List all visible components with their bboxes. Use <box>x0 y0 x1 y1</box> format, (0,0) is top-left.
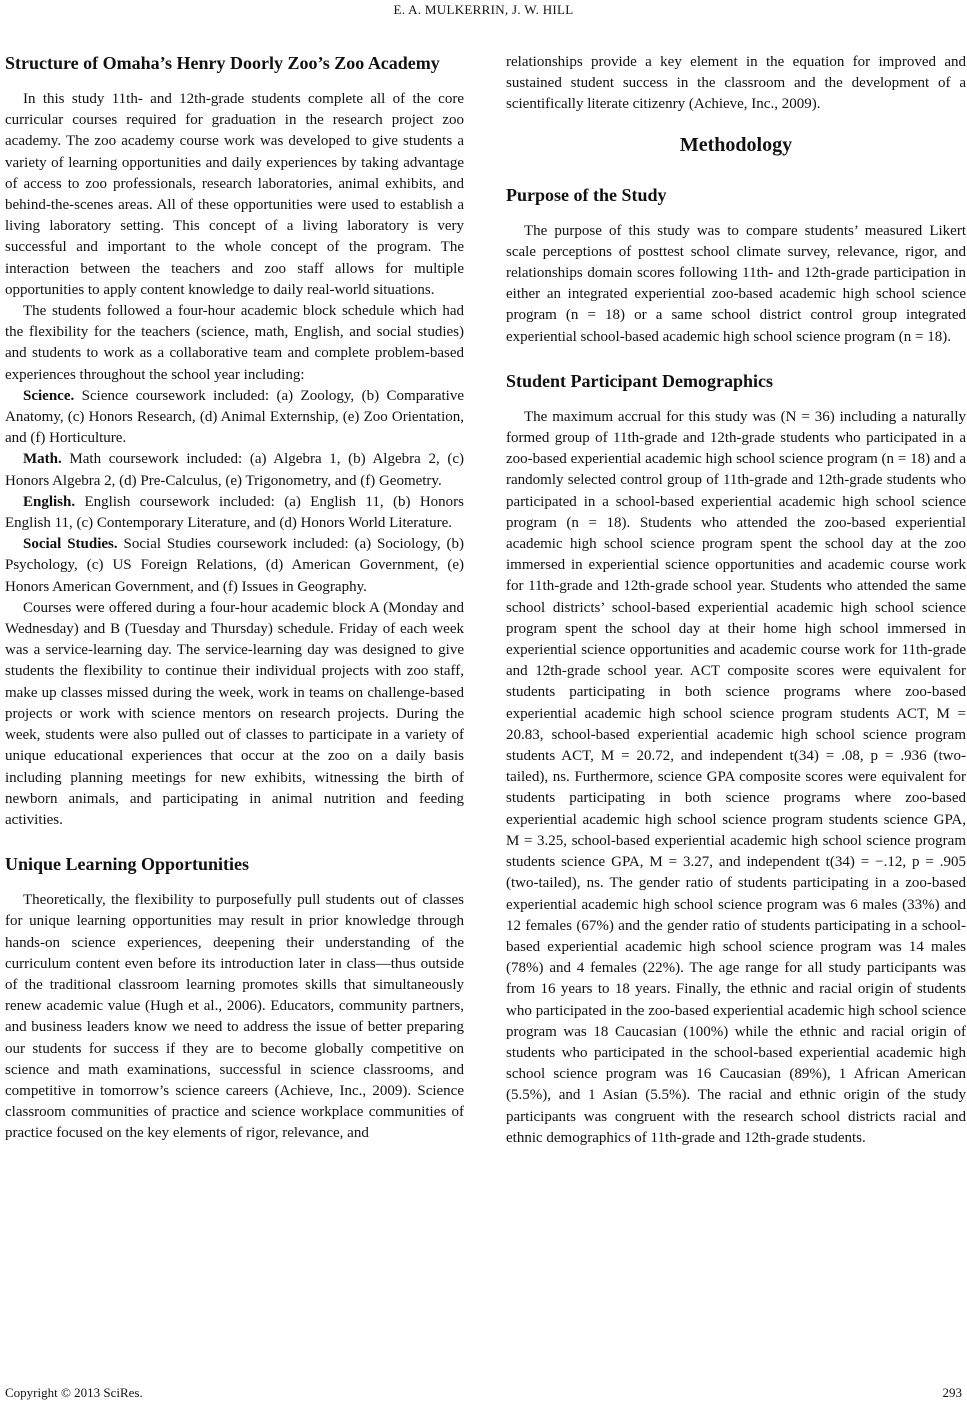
heading-unique-learning: Unique Learning Opportunities <box>5 854 250 875</box>
heading-zoo-academy-structure: Structure of Omaha’s Henry Doorly Zoo’s Zoo Academy <box>5 53 440 73</box>
label-social-studies: Social Studies. <box>23 536 118 553</box>
heading-purpose: Purpose of the Study <box>506 184 667 205</box>
label-math: Math. <box>23 451 62 468</box>
paragraph-unique-learning: Theoretically, the flexibility to purposefully pull students out of classes for unique learning opportunities may result in prior knowledge through hands-on science experiences, deepening their understanding of the curriculum content even before its introduction later in class—thus outside of the traditional classroom learning promotes skills that simultaneously renew academic value (Hugh et al., 2006). Educators, community partners, and business leaders know we need to address the issue of better preparing our students for success if they are to become globally competitive on science and math examinations, successful in science classrooms, and competitive in tomorrow’s science careers (Achieve, Inc., 2009). Science classroom communities of practice and science workplace communities of practice focused on the key elements of rigor, relevance, and <box>5 892 464 1142</box>
label-science: Science. <box>23 387 75 404</box>
heading-demographics: Student Participant Demographics <box>506 370 773 391</box>
footer-copyright: Copyright © 2013 SciRes. <box>5 1385 143 1400</box>
paragraph-demographics: The maximum accrual for this study was (N = 36) including a naturally formed group of 11th-grade and 12th-grade students who participated in a zoo-based experiential academic high school science program (n = 18) and a randomly selected control group of 11th-grade and 12th-grade students who participated in a school-based experiential academic high school science program (n = 18). Students who attended the zoo-based experiential academic high school science program spent the school day at the zoo immersed in experiential science opportunities and academic course work for 11th-grade and 12th-grade school year. Students who attended the same school districts’ school-based experiential academic high school science program spent the school day at their home high school immersed in experiential science opportunities and academic course work for 11th-grade and 12th-grade school year. ACT composite scores were equivalent for students participating in both science programs where zoo-based experiential academic high school science program students ACT, M = 20.83, school-based experiential academic high school science program students ACT, M = 20.72, and independent t(34) = .08, p = .936 (two-tailed), ns. Furthermore, science GPA composite scores were equivalent for students participating in both science programs where zoo-based experiential academic high school science program students science GPA, M = 3.25, school-based experiential academic high school science program students science GPA, M = 3.27, and independent t(34) = −.12, p = .905 (two-tailed), ns. The gender ratio of students participating in a zoo-based experiential academic high school science program was 6 males (33%) and 12 females (67%) and the gender ratio of students participating in a school-based experiential academic high school science program was 14 males (78%) and 4 females (22%). The age range for all study participants was from 16 years to 18 years. Finally, the ethnic and racial origin of students who participated in the zoo-based experiential academic high school science program was 18 Caucasian (100%) while the ethnic and racial origin of students who participated in the school-based experiential academic high school science program was 16 Caucasian (89%), 1 African American (5.5%), and 1 Asian (5.5%). The racial and ethnic origin of the study participants was congruent with the research school districts racial and ethnic demographics of 11th-grade and 12th-grade students. <box>506 408 966 1146</box>
paragraph-block-schedule: The students followed a four-hour academic block schedule which had the flexibility for the teachers (science, math, English, and social studies) and students to work as a collaborative team and complete problem-based experiences throughout the school year including: <box>5 303 464 383</box>
paragraph-english-coursework <box>5 492 464 534</box>
label-english: English. <box>23 493 76 510</box>
paragraph-purpose: The purpose of this study was to compare students’ measured Likert scale perceptions of posttest school climate survey, relevance, rigor, and relationships domain scores following 11th- and 12th-grade participation in either an integrated experiential zoo-based academic high school science program (n = 18) or a same school district control group integrated experiential school-based academic high school science program (n = 18). <box>506 222 966 345</box>
right-column <box>506 52 966 1149</box>
text-math: Math coursework included: (a) Algebra 1, (b) Algebra 2, (c) Honors Algebra 2, (d) Pre-Calculus, (e) Trigonometry, and (f) Geometry. <box>5 451 464 489</box>
paragraph-science-coursework <box>5 386 464 450</box>
text-english: English coursework included: (a) English 11, (b) Honors English 11, (c) Contemporary Literature, and (d) Honors World Literature. <box>5 493 464 532</box>
left-column <box>5 52 464 1145</box>
footer-page-number: 293 <box>942 1385 962 1400</box>
text-social-studies: Social Studies coursework included: (a) Sociology, (b) Psychology, (c) US Foreign Relations, (d) American Government, (e) Honors American Government, and (f) Issues in Geography. <box>5 536 464 595</box>
running-head: E. A. MULKERRIN, J. W. HILL <box>393 2 574 17</box>
text-science: Science coursework included: (a) Zoology, (b) Comparative Anatomy, (c) Honors Research, (d) Animal Externship, (e) Zoo Orientation, and (f) Horticulture. <box>5 387 464 447</box>
paragraph-continued: relationships provide a key element in the equation for improved and sustained student success in the classroom and the development of a scientifically literate citizenry (Achieve, Inc., 2009). <box>506 54 966 113</box>
paragraph-social-studies-coursework <box>5 534 464 598</box>
paragraph-course-schedule: Courses were offered during a four-hour academic block A (Monday and Wednesday) and B (Tuesday and Thursday) schedule. Friday of each week was a service-learning day. The service-learning day was designed to give students the flexibility to continue their individual projects with zoo staff, make up classes missed during the week, work in teams on challenge-based projects or work with science mentors on research projects. During the week, students were also pulled out of classes to participate in a variety of unique educational experiences that occur at the zoo on a daily basis including planning meetings for new exhibits, witnessing the birth of newborn animals, and participating in animal nutrition and feeding activities. <box>5 599 464 828</box>
paragraph-zoo-academy-intro: In this study 11th- and 12th-grade students complete all of the core curricular courses required for graduation in the research project zoo academy. The zoo academy course work was developed to give students a variety of learning opportunities and daily experiences by taking advantage of access to zoo professionals, research laboratories, animal exhibits, and behind-the-scenes areas. All of these opportunities were used to establish a living laboratory setting. This concept of a living laboratory is very successful and important to the whole concept of the program. The interaction between the teachers and zoo staff allows for multiple opportunities to apply content knowledge to daily real-world situations. <box>5 91 464 298</box>
paragraph-math-coursework <box>5 449 464 491</box>
heading-methodology: Methodology <box>679 133 793 156</box>
